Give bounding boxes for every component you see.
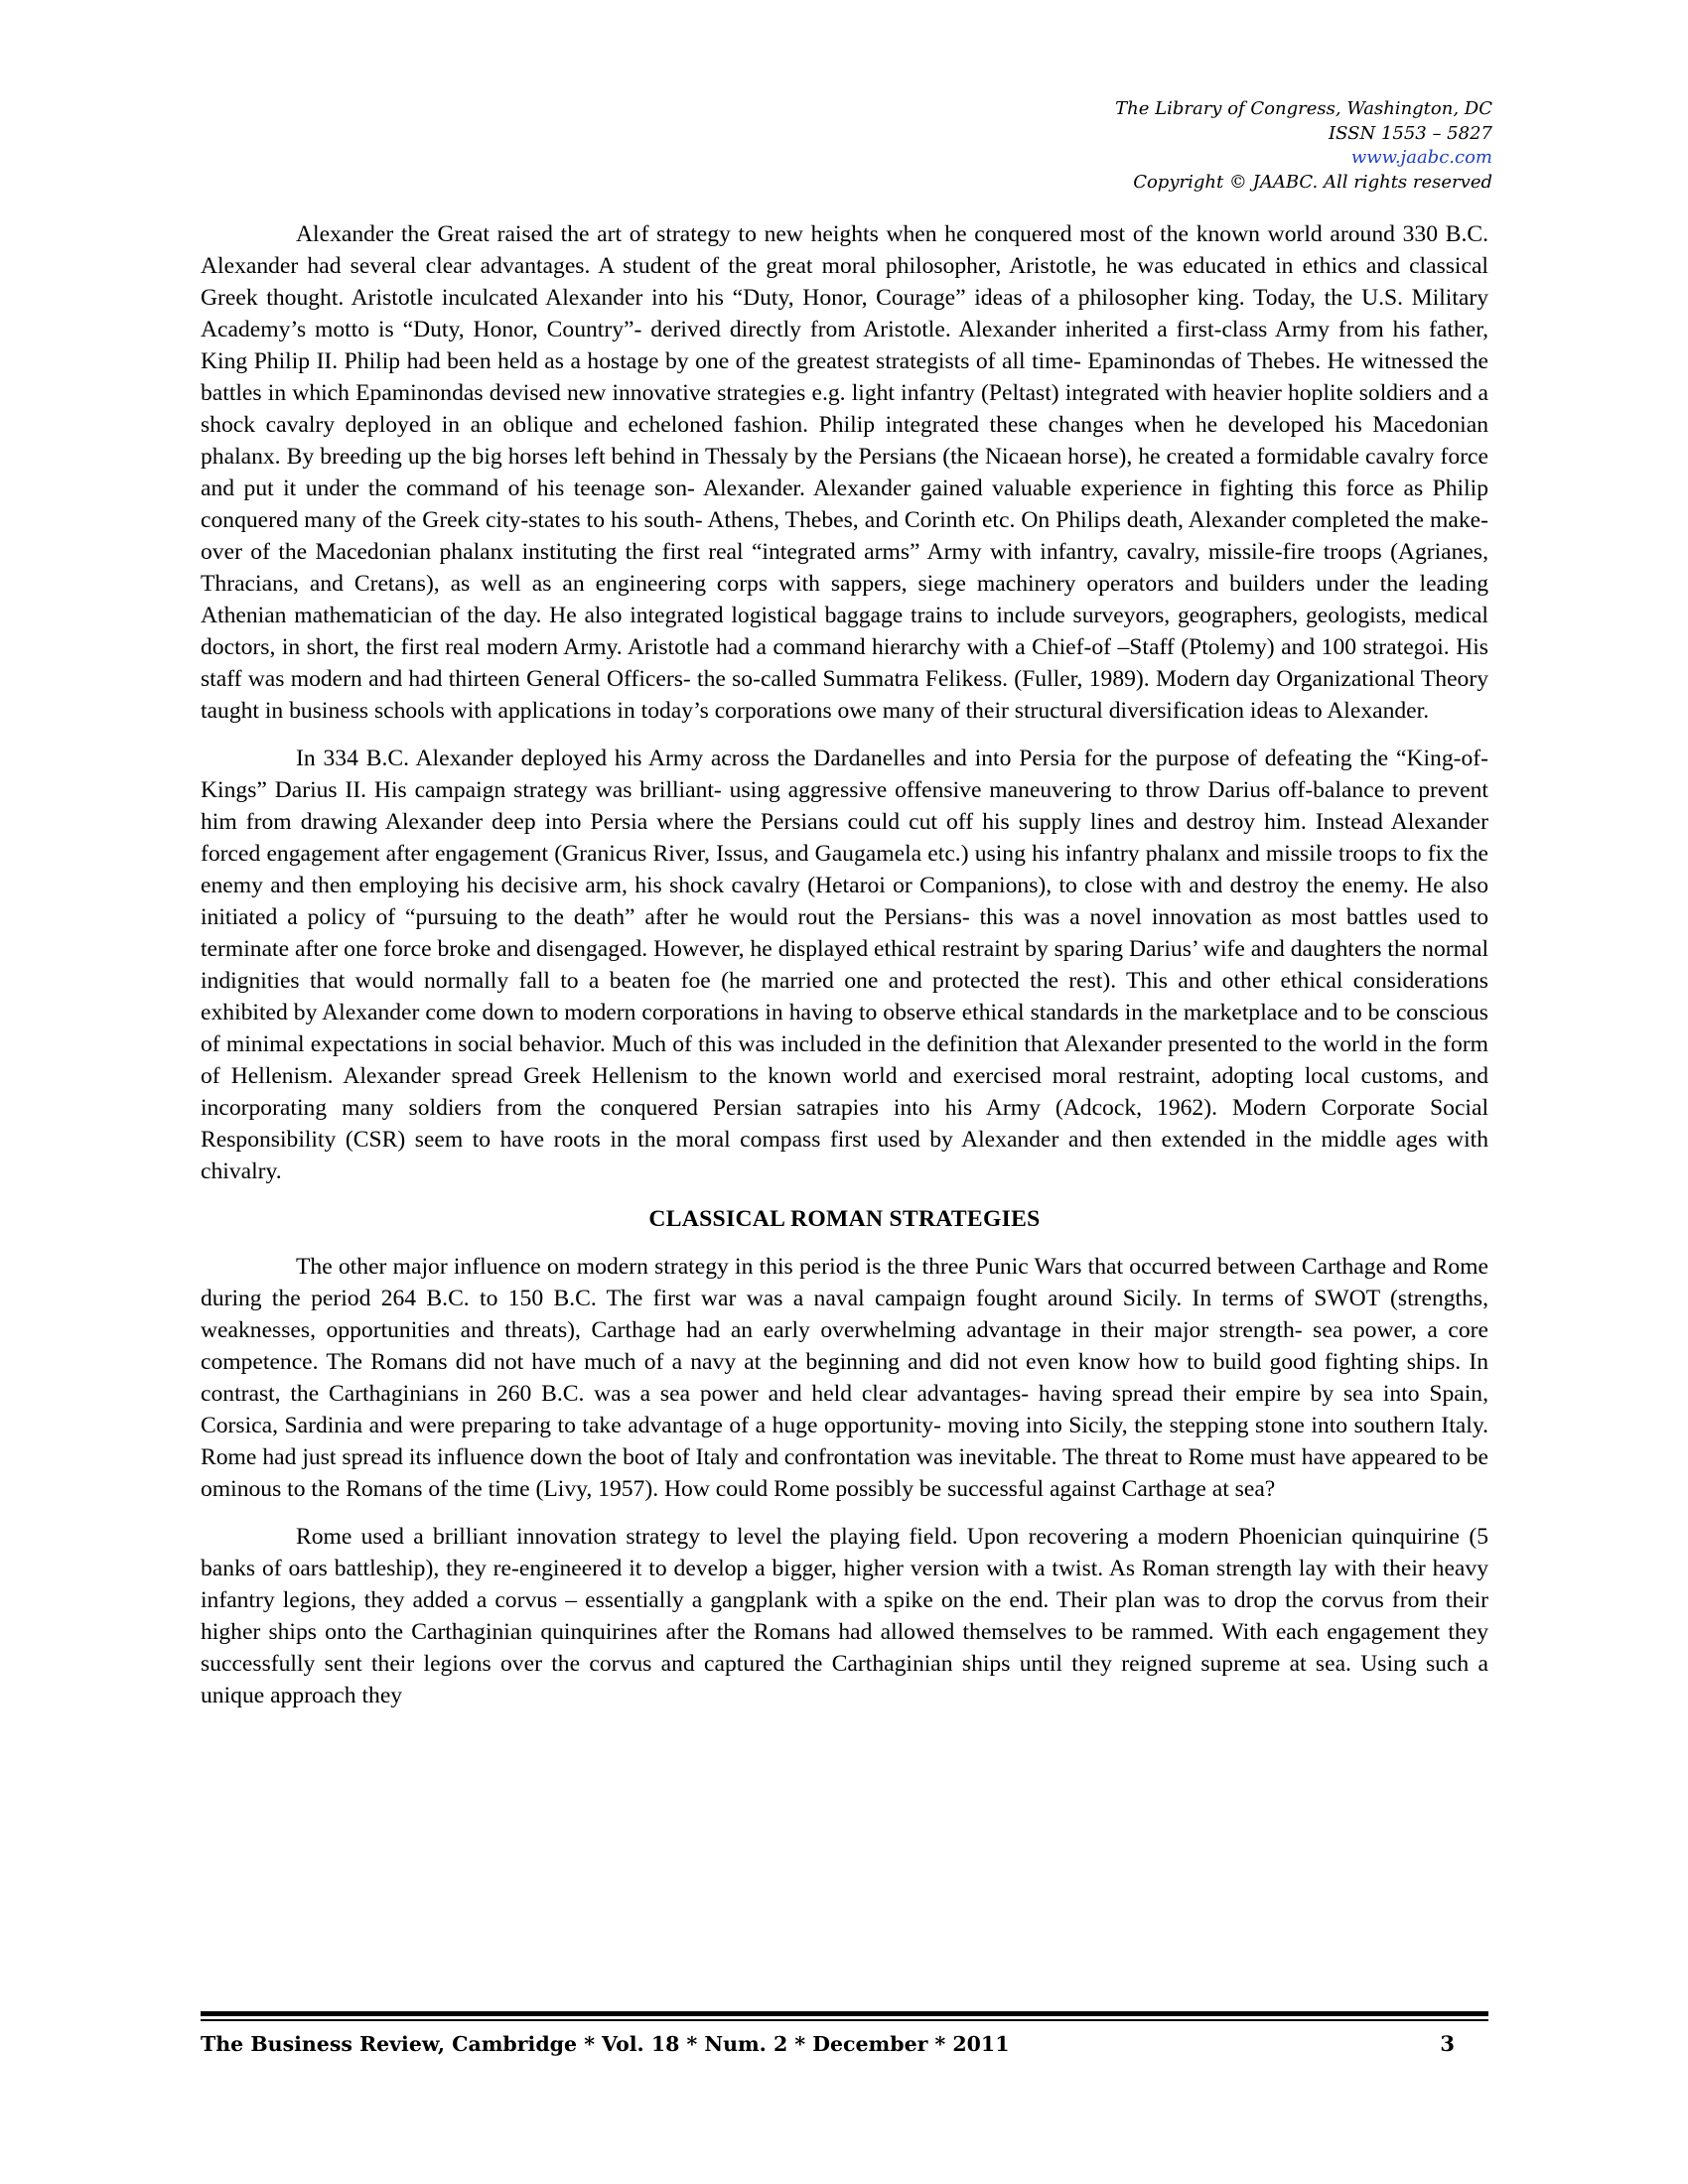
- footer-rule-thin: [201, 2019, 1488, 2021]
- footer-rule-thick: [201, 2011, 1488, 2016]
- paragraph-roman-innovation: Rome used a brilliant innovation strategy to level the playing field. Upon recovering a modern Phoenician quinquirine (5 banks of oars battleship), they re-engineered it to develop a bigger, higher version with a twist. As Roman strength lay with their heavy infantry legions, they added a corvus – essentially a gangplank with a spike on the end. Their plan was to drop the corvus from their higher ships onto the Carthaginian quinquirines after the Romans had allowed themselves to be rammed. With each engagement they successfully sent their legions over the corvus and captured the Carthaginian ships until they reigned supreme at sea. Using such a unique approach they: [201, 1524, 1488, 1708]
- header-website-link[interactable]: www.jaabc.com: [1350, 147, 1492, 168]
- paragraph-persia-campaign: In 334 B.C. Alexander deployed his Army across the Dardanelles and into Persia for the purpose of defeating the “King-of-Kings” Darius II. His campaign strategy was brilliant- using aggressive offensive maneuvering to throw Darius off-balance to prevent him from drawing Alexander deep into Persia where the Persians could cut off his supply lines and destroy him. Instead Alexander forced engagement after engagement (Granicus River, Issus, and Gaugamela etc.) using his infantry phalanx and missile troops to fix the enemy and then employing his decisive arm, his shock cavalry (Hetaroi or Companions), to close with and destroy the enemy. He also initiated a policy of “pursuing to the death” after he would rout the Persians- this was a novel innovation as most battles used to terminate after one force broke and disengaged. However, he displayed ethical restraint by sparing Darius’ wife and daughters the normal indignities that would normally fall to a beaten foe (he married one and protected the rest). This and other ethical considerations exhibited by Alexander come down to modern corporations in having to observe ethical standards in the marketplace and to be conscious of minimal expectations in social behavior. Much of this was included in the definition that Alexander presented to the world in the form of Hellenism. Alexander spread Greek Hellenism to the known world and exercised moral restraint, adopting local customs, and incorporating many soldiers from the conquered Persian satrapies into his Army (Adcock, 1962). Modern Corporate Social Responsibility (CSR) seem to have roots in the moral compass first used by Alexander and then extended in the middle ages with chivalry.: [201, 746, 1488, 1184]
- running-header: [1115, 97, 1492, 195]
- header-issn: ISSN 1553 – 5827: [1329, 122, 1492, 144]
- header-library: The Library of Congress, Washington, DC: [1115, 98, 1492, 119]
- header-copyright: Copyright © JAABC. All rights reserved: [1133, 171, 1492, 193]
- page-number: 3: [1440, 2031, 1455, 2056]
- footer-journal-citation: The Business Review, Cambridge * Vol. 18 * Num. 2 * December * 2011: [201, 2032, 1010, 2056]
- section-heading: CLASSICAL ROMAN STRATEGIES: [648, 1206, 1041, 1232]
- paragraph-alexander-strategy: Alexander the Great raised the art of strategy to new heights when he conquered most of the known world around 330 B.C. Alexander had several clear advantages. A student of the great moral philosopher, Aristotle, he was educated in ethics and classical Greek thought. Aristotle inculcated Alexander into his “Duty, Honor, Courage” ideas of a philosopher king. Today, the U.S. Military Academy’s motto is “Duty, Honor, Country”- derived directly from Aristotle. Alexander inherited a first-class Army from his father, King Philip II. Philip had been held as a hostage by one of the greatest strategists of all time- Epaminondas of Thebes. He witnessed the battles in which Epaminondas devised new innovative strategies e.g. light infantry (Peltast) integrated with heavier hoplite soldiers and a shock cavalry deployed in an oblique and echeloned fashion. Philip integrated these changes when he developed his Macedonian phalanx. By breeding up the big horses left behind in Thessaly by the Persians (the Nicaean horse), he created a formidable cavalry force and put it under the command of his teenage son- Alexander. Alexander gained valuable experience in fighting this force as Philip conquered many of the Greek city-states to his south- Athens, Thebes, and Corinth etc. On Philips death, Alexander completed the make-over of the Macedonian phalanx instituting the first real “integrated arms” Army with infantry, cavalry, missile-fire troops (Agrianes, Thracians, and Cretans), as well as an engineering corps with sappers, siege machinery operators and builders under the leading Athenian mathematician of the day. He also integrated logistical baggage trains to include surveyors, geographers, geologists, medical doctors, in short, the first real modern Army. Aristotle had a command hierarchy with a Chief-of –Staff (Ptolemy) and 100 strategoi. His staff was modern and had thirteen General Officers- the so-called Summatra Felikess. (Fuller, 1989). Modern day Organizational Theory taught in business schools with applications in today’s corporations owe many of their structural diversification ideas to Alexander.: [201, 221, 1488, 724]
- paragraph-punic-wars: The other major influence on modern strategy in this period is the three Punic Wars that occurred between Carthage and Rome during the period 264 B.C. to 150 B.C. The first war was a naval campaign fought around Sicily. In terms of SWOT (strengths, weaknesses, opportunities and threats), Carthage had an early overwhelming advantage in their major strength- sea power, a core competence. The Romans did not have much of a navy at the beginning and did not even know how to build good fighting ships. In contrast, the Carthaginians in 260 B.C. was a sea power and held clear advantages- having spread their empire by sea into Spain, Corsica, Sardinia and were preparing to take advantage of a huge opportunity- moving into Sicily, the stepping stone into southern Italy. Rome had just spread its influence down the boot of Italy and confrontation was inevitable. The threat to Rome must have appeared to be ominous to the Romans of the time (Livy, 1957). How could Rome possibly be successful against Carthage at sea?: [201, 1254, 1488, 1502]
- article-body: [201, 218, 1488, 1727]
- running-footer: [201, 2030, 1488, 2058]
